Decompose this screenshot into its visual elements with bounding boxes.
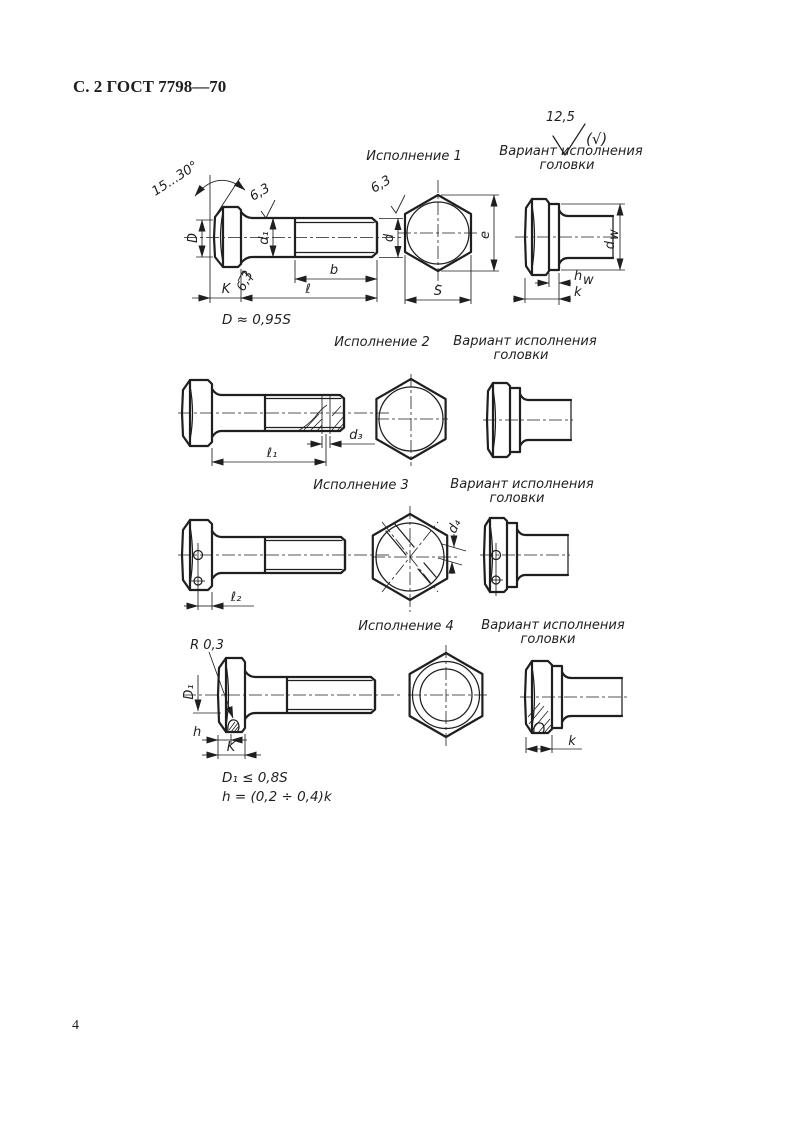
head-variant-view-4 [520,645,638,763]
dim-label-k4: k [568,734,576,749]
hex-head-front-view-2 [376,374,448,466]
roughness-variant: (√) [586,130,608,148]
bolt-head [182,520,212,610]
roughness-63-bottom: 6,3 [234,268,257,294]
roughness-63-top: 6,3 [247,180,273,205]
hex-head-front-view-3 [372,506,482,620]
dim-label-dw [603,229,622,249]
dim-label-b: b [329,263,339,278]
bolt-side-view-2 [178,372,396,484]
variant-title-1-line2: головки [539,158,595,173]
dim-label-D1: D₁ [182,684,197,700]
dim-label-hw: h [574,269,583,284]
head-variant-view-3 [480,510,572,610]
section-title-1: Исполнение 1 [366,149,462,164]
dim-label-l: ℓ [305,282,311,297]
dim-label-l1: ℓ₁ [266,446,278,461]
dim-label-e: e [478,231,493,239]
note-h-range: h = (0,2 ÷ 0,4)k [222,789,332,805]
hex-head-front-view-4 [408,645,502,757]
variant-title-3-line1: Вариант исполнения [450,477,594,492]
roughness-value: 12,5 [546,110,575,125]
dim-label-d4: d₄ [445,517,465,536]
head-variant-view-2 [483,376,575,466]
dim-label-l2: ℓ₂ [230,590,242,605]
section-title-2: Исполнение 2 [334,335,430,350]
variant-title-4-line2: головки [520,632,576,647]
page-header: С. 2 ГОСТ 7798—70 [73,77,227,96]
dim-label-K4: K [226,740,236,755]
variant-title-4-line1: Вариант исполнения [481,618,625,633]
bolt-side-view-3 [178,512,396,624]
dim-label-S: S [433,284,443,299]
svg-text:d: d [603,241,618,250]
dim-label-D: D [186,232,201,244]
cotter-hole-section [298,395,344,434]
dim-label-d3: d₃ [349,428,363,443]
roughness-63-right: 6,3 [368,172,394,197]
bolt-side-view-4 [165,637,407,777]
variant-title-1-line1: Вариант исполнения [499,144,643,159]
variant-title-2-line1: Вариант исполнения [453,334,597,349]
note-d-approx: D ≈ 0,95S [222,312,291,328]
dim-label-d1: d₁ [257,231,272,245]
bolt-side-view-1 [149,158,408,317]
note-d1-max: D₁ ≤ 0,8S [222,770,288,786]
head-variant-view-1 [513,183,631,321]
hex-head-front-view-1 [398,178,506,310]
dim-label-k1: k [574,285,582,300]
section-title-3: Исполнение 3 [313,478,409,493]
section-title-4: Исполнение 4 [358,619,454,634]
bolt-head [214,207,241,267]
page-number: 4 [72,1018,79,1033]
svg-text:w: w [583,273,594,288]
dim-label-h: h [193,725,202,740]
dim-label-K: K [221,282,231,297]
variant-title-2-line2: головки [493,348,549,363]
dim-label-d: d [382,233,397,243]
variant-title-3-line2: головки [489,491,545,506]
dim-label-radius: R 0,3 [190,638,224,653]
dim-label-angle: 15...30° [149,158,201,200]
svg-text:w: w [607,229,622,240]
